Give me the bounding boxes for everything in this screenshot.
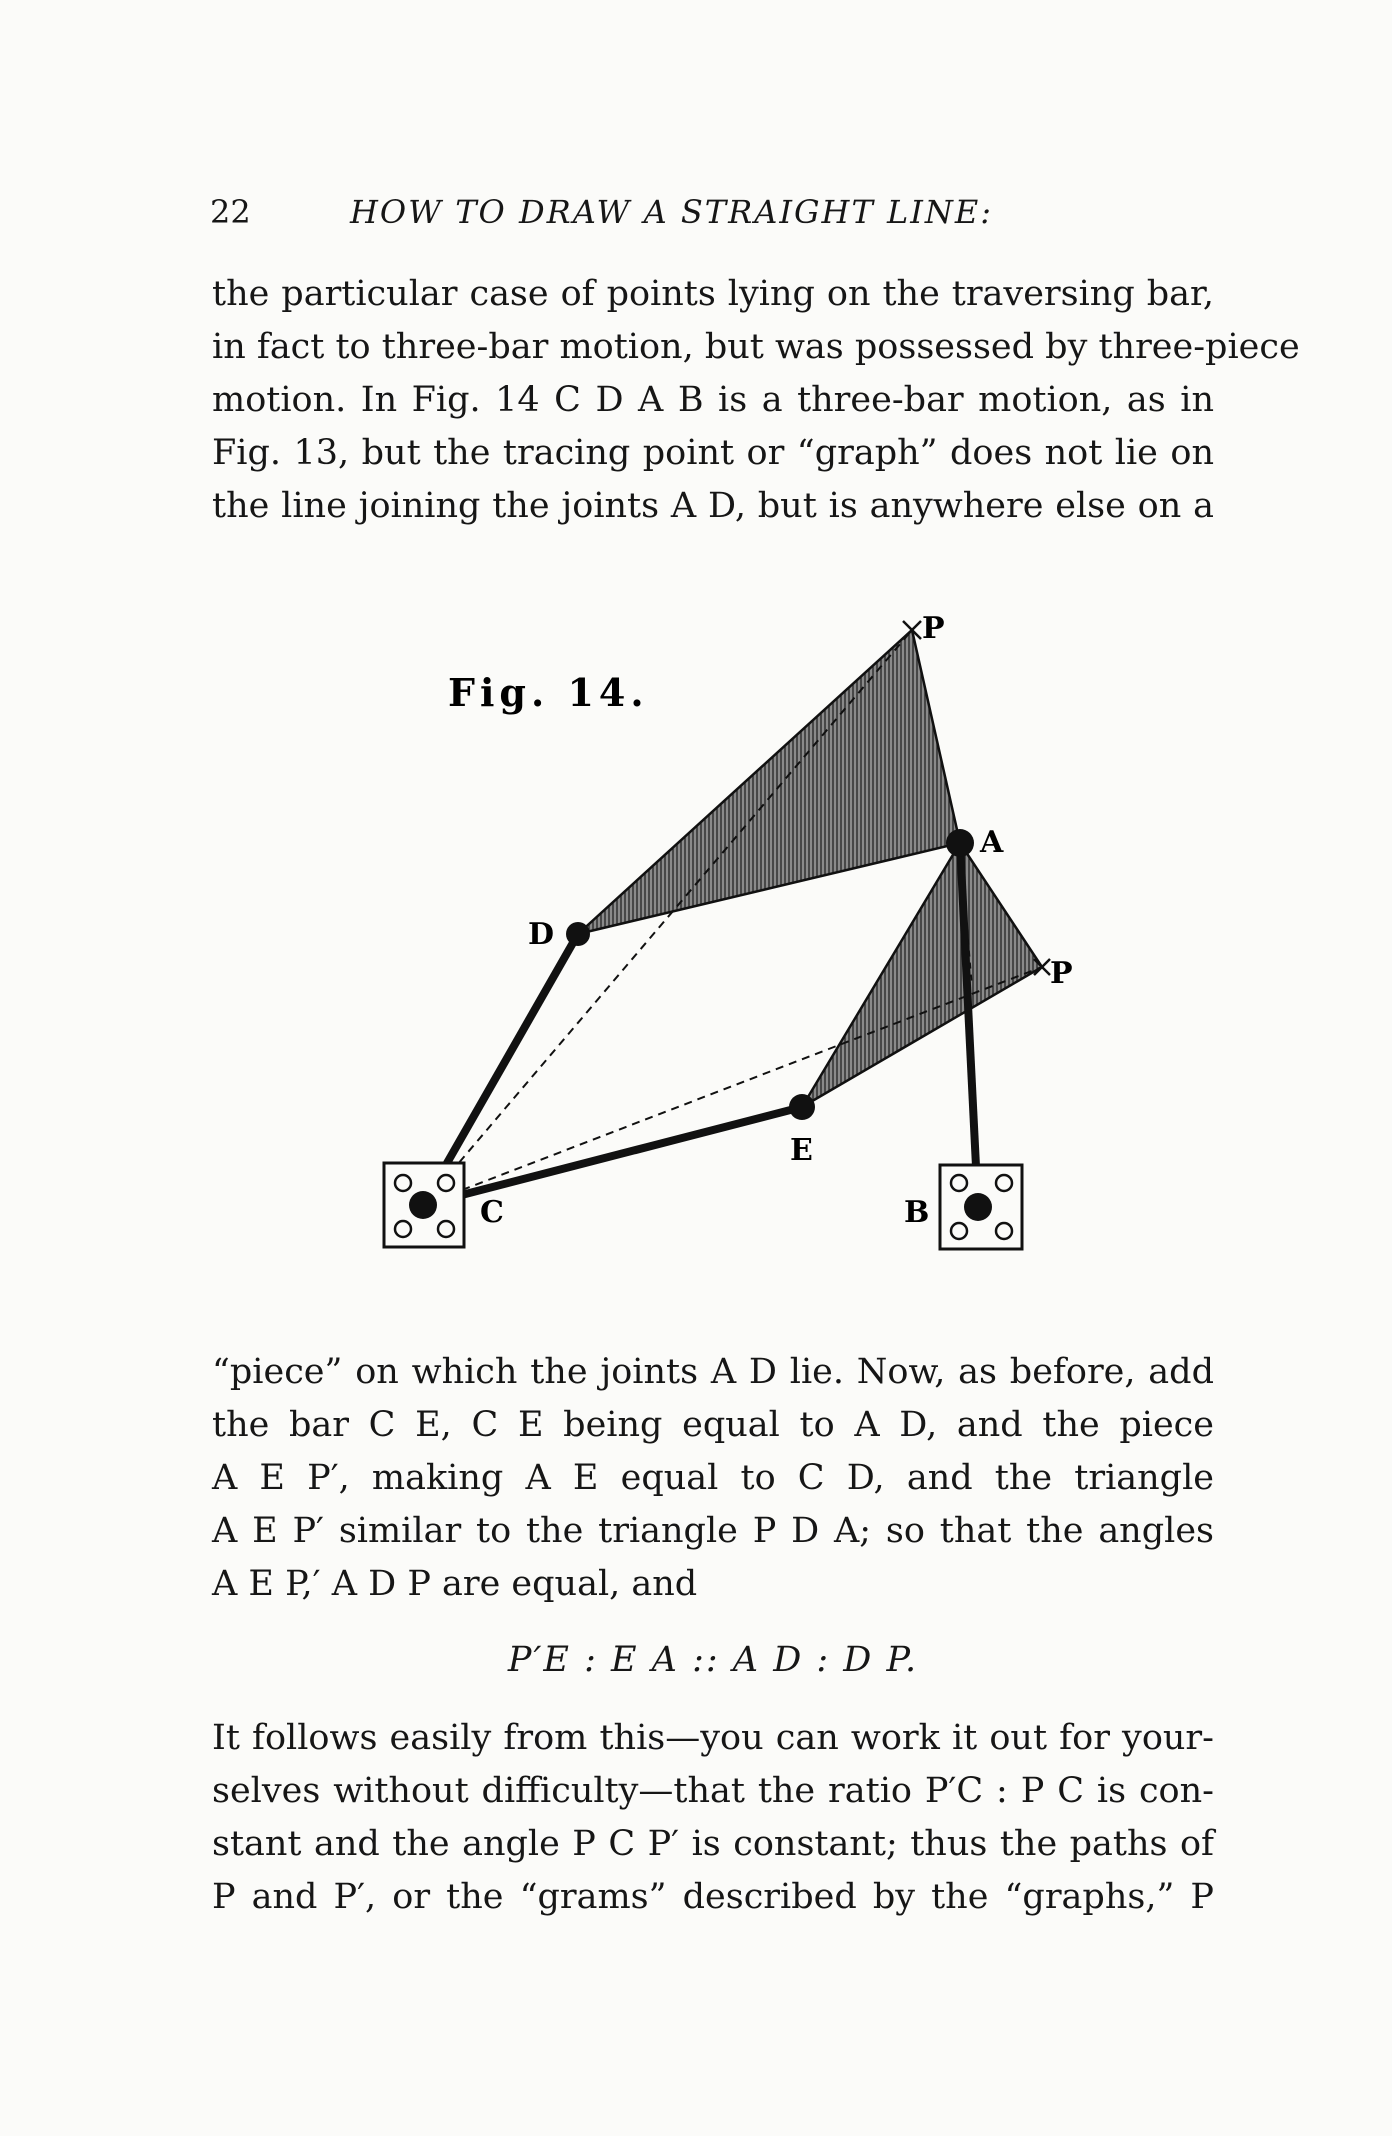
triangle-aep [802,843,1042,1107]
text-line: the particular case of points lying on the traversing bar, [212,274,1214,314]
page-number: 22 [210,193,251,231]
text-line: the line joining the joints A D, but is anywhere else on a [212,486,1214,526]
text-line: stant and the angle P C P′ is constant; thus the paths of [212,1824,1214,1864]
joint-b [964,1193,992,1221]
text-line: A E P′, making A E equal to C D, and the triangle [212,1458,1214,1498]
text-line: motion. In Fig. 14 C D A B is a three-bar motion, as in [212,380,1214,420]
label-c: C [480,1195,504,1230]
joint-c [409,1191,437,1219]
paragraph-middle [212,1346,1214,1611]
text-line: selves without difficulty—that the ratio P′C : P C is con- [212,1771,1214,1811]
bar-ce [423,1107,802,1205]
label-e: E [790,1133,813,1168]
label-p: P [922,611,945,646]
text-line: the bar C E, C E being equal to A D, and the piece [212,1405,1214,1445]
joint-a [946,829,974,857]
figure-title: Fig. 14. [448,670,649,715]
text-line: A E P,′ A D P are equal, and [212,1564,698,1604]
running-title: HOW TO DRAW A STRAIGHT LINE: [350,193,993,231]
text-line: in fact to three-bar motion, but was possessed by three-piece [212,327,1300,367]
text-line: “piece” on which the joints A D lie. Now, as before, add [212,1352,1214,1392]
label-a: A [980,825,1004,860]
label-b: B [904,1195,930,1230]
joint-d [566,922,590,946]
label-d: D [528,917,555,952]
paragraph-bottom [212,1712,1214,1924]
proportion-equation: P′E : E A :: A D : D P. [507,1640,919,1680]
joint-e [789,1094,815,1120]
text-line: Fig. 13, but the tracing point or “graph” does not lie on [212,433,1214,473]
text-line: P and P′, or the “grams” described by the “graphs,” P [212,1877,1214,1917]
text-line: It follows easily from this—you can work it out for your- [212,1718,1214,1758]
text-line: A E P′ similar to the triangle P D A; so that the angles [212,1511,1214,1551]
label-p-prime: P [1050,956,1073,991]
